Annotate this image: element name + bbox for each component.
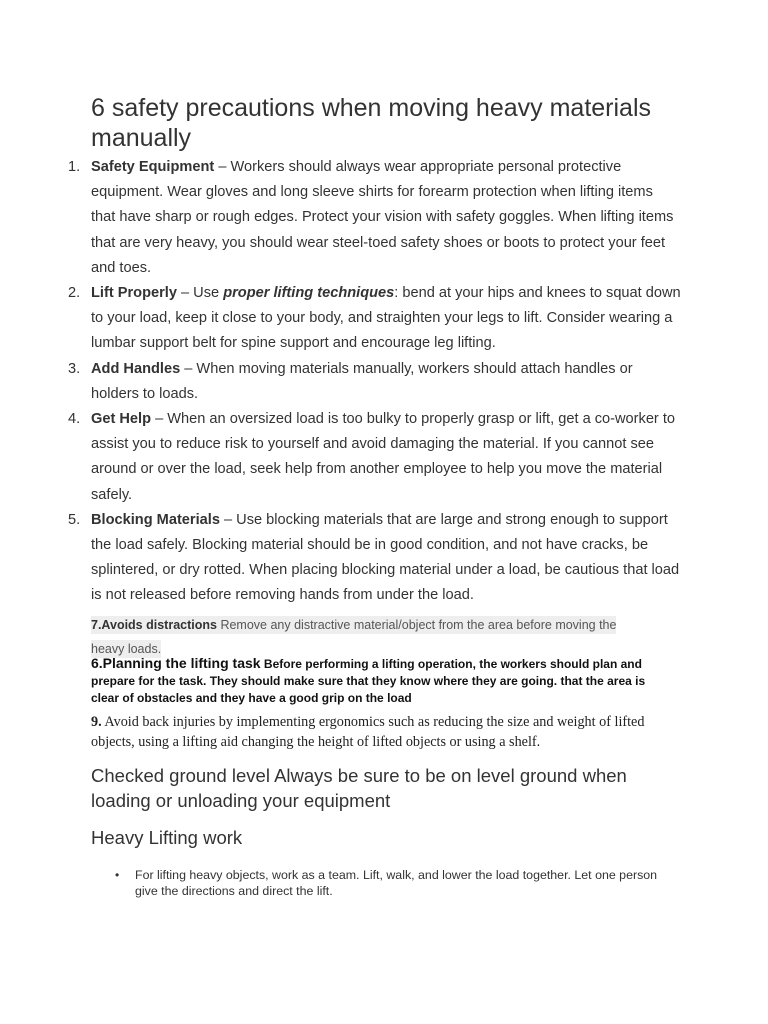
- distractions-heading: 7.Avoids distractions: [91, 618, 217, 632]
- list-item-text: – Use blocking materials that are large and strong enough to support the load safely. Blocking material should be in good condition, and not have cracks, be splintered, or dry rotted. When placing blocking material under a load, be cautious that load is not released before removing hands from under the load.: [91, 511, 680, 604]
- checked-ground-paragraph: Checked ground level Always be sure to be on level ground when loading or unloading your equipment: [91, 765, 627, 811]
- list-item-number: 2.: [68, 285, 81, 302]
- page-title: 6 safety precautions when moving heavy materials manually: [91, 94, 652, 152]
- list-item-text: – When an oversized load is too bulky to properly grasp or lift, get a co-worker to assist you to reduce risk to yourself and avoid damaging the material. If you cannot see around or over the load, seek help from another employee to help you move the material safely.: [91, 411, 676, 503]
- back-injuries-number: 9.: [91, 714, 102, 730]
- list-item-text: : bend at your hips and knees to squat down to your load, keep it close to your body, and straighten your legs to lift. Consider wearing a lumbar support belt for spine support and encourage leg lifting.: [91, 285, 681, 352]
- back-injuries-paragraph: [91, 712, 691, 752]
- list-item: [0, 357, 681, 407]
- list-item-heading: Add Handles: [91, 360, 181, 377]
- list-item: [0, 155, 681, 281]
- list-item-emphasis: proper lifting techniques: [223, 285, 395, 302]
- bullet-list-item: [115, 867, 675, 899]
- list-item: [0, 407, 681, 508]
- bullet-text: For lifting heavy objects, work as a team. Lift, walk, and lower the load together. Let one person give the directions and direct the lift.: [135, 868, 658, 898]
- planning-heading: 6.Planning the lifting task: [91, 655, 261, 671]
- back-injuries-text: Avoid back injuries by implementing ergonomics such as reducing the size and weight of lifted objects, using a lifting aid changing the height of lifted objects or using a shelf.: [91, 714, 645, 750]
- list-item: [0, 281, 681, 357]
- list-item-text-prefix: – Use: [176, 285, 224, 302]
- planning-text: Before performing a lifting operation, the workers should plan and prepare for the task. They should make sure that they know where they are going. that the area is clear of obstacles and they have a good grip on the load: [91, 657, 646, 705]
- list-item-number: 3.: [68, 360, 81, 377]
- bullet-icon: •: [115, 868, 120, 882]
- list-item: [0, 508, 681, 609]
- highlighted-text: [91, 616, 616, 658]
- avoid-distractions-paragraph: [91, 613, 651, 661]
- planning-paragraph: [91, 655, 661, 707]
- list-item-text: – Workers should always wear appropriate personal protective equipment. Wear gloves and long sleeve shirts for forearm protection when lifting items that have sharp or rough edges. Protect your vision with safety goggles. When lifting items that are very heavy, you should wear steel-toed safety shoes or boots to protect your feet and toes.: [91, 159, 674, 276]
- list-item-text: – When moving materials manually, workers should attach handles or holders to loads.: [91, 360, 633, 402]
- list-item-heading: Lift Properly: [91, 285, 177, 302]
- list-item-number: 1.: [68, 159, 81, 175]
- heavy-lifting-heading: Heavy Lifting work: [91, 827, 243, 848]
- list-item-heading: Safety Equipment: [91, 159, 215, 175]
- list-item-heading: Get Help: [91, 411, 152, 428]
- distractions-text: Remove any distractive material/object from the area before moving the heavy loads.: [91, 618, 617, 656]
- precautions-list: [0, 155, 768, 609]
- list-item-heading: Blocking Materials: [91, 511, 220, 528]
- list-item-number: 5.: [68, 511, 81, 528]
- list-item-number: 4.: [68, 411, 81, 428]
